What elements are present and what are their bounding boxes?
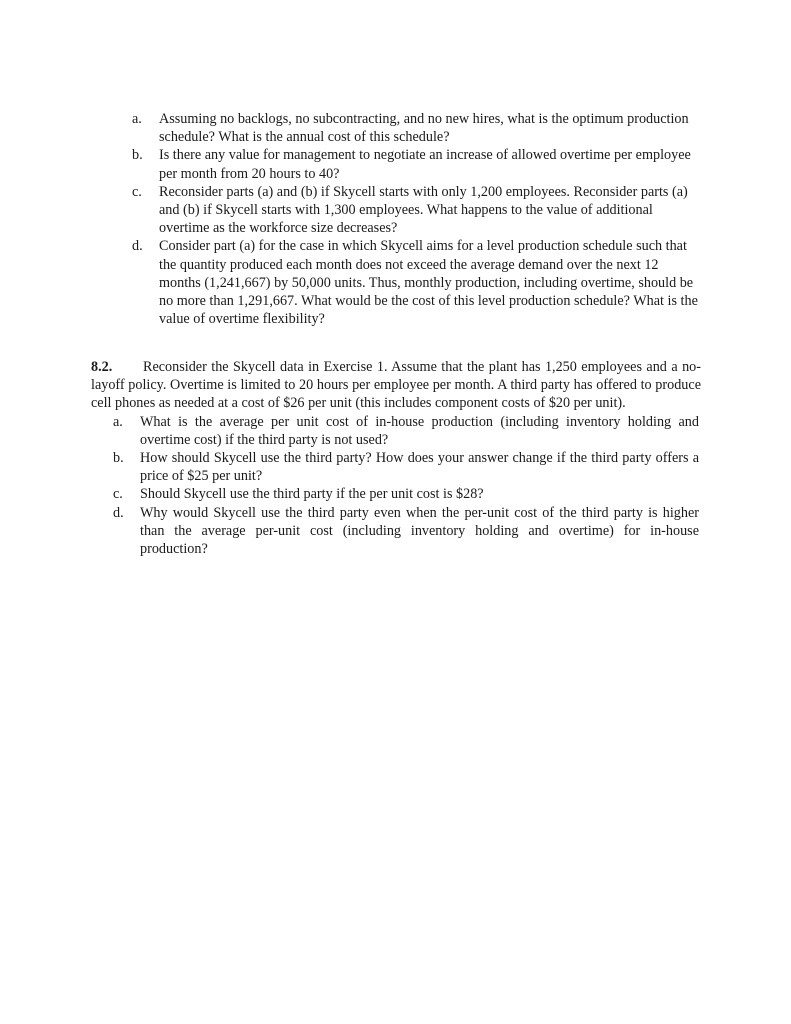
list-item <box>132 110 702 146</box>
list-item <box>132 237 702 328</box>
list-marker: b. <box>113 450 124 467</box>
question-text: Assuming no backlogs, no subcontracting, and no new hires, what is the optimum production schedule? What is the annual cost of this schedule? <box>159 111 689 146</box>
list-item <box>113 504 699 559</box>
list-marker: a. <box>113 413 123 430</box>
exercise-8-2 <box>91 358 701 558</box>
list-marker: c. <box>113 486 123 503</box>
question-text: Reconsider parts (a) and (b) if Skycell starts with only 1,200 employees. Reconsider parts (a) and (b) if Skycell starts with 1,300 employees. What happens to the value of additional overtime as the workforce size decreases? <box>159 183 688 237</box>
exercise-number: 8.2. <box>91 359 113 375</box>
list-item <box>132 183 702 238</box>
list-item <box>113 413 699 449</box>
list-item <box>113 449 699 485</box>
list-item <box>113 485 699 503</box>
list-marker: b. <box>132 147 143 164</box>
exercise-8-1-questions-list <box>132 110 702 328</box>
question-text: How should Skycell use the third party? How does your answer change if the third party offers a price of $25 per unit? <box>140 450 699 485</box>
list-marker: a. <box>132 111 142 127</box>
list-marker: d. <box>132 238 143 255</box>
question-text: What is the average per unit cost of in-house production (including inventory holding and overtime cost) if the third party is not used? <box>140 413 699 448</box>
question-text: Why would Skycell use the third party even when the per-unit cost of the third party is higher than the average per-unit cost (including inventory holding and overtime) for in-house production? <box>140 504 699 558</box>
question-text: Consider part (a) for the case in which Skycell aims for a level production schedule such that the quantity produced each month does not exceed the average demand over the next 12 months (1,241,667) by 50,000 units. Thus, monthly production, including overtime, should be no more than 1,291,667. What would be the cost of this level production schedule? What is the value of overtime flexibility? <box>159 238 698 328</box>
list-item <box>132 146 702 182</box>
exercise-intro-text: Reconsider the Skycell data in Exercise 1. Assume that the plant has 1,250 employees and a no-layoff policy. Overtime is limited to 20 hours per employee per month. A third party has offered to produce cell phones as needed at a cost of $26 per unit (this includes component costs of $20 per unit). <box>91 359 701 412</box>
question-text: Should Skycell use the third party if the per unit cost is $28? <box>140 486 484 503</box>
exercise-8-2-questions-list <box>113 413 699 559</box>
list-marker: d. <box>113 504 124 521</box>
list-marker: c. <box>132 183 142 200</box>
question-text: Is there any value for management to negotiate an increase of allowed overtime per employee per month from 20 hours to 40? <box>159 147 691 182</box>
exercise-intro <box>91 358 701 413</box>
